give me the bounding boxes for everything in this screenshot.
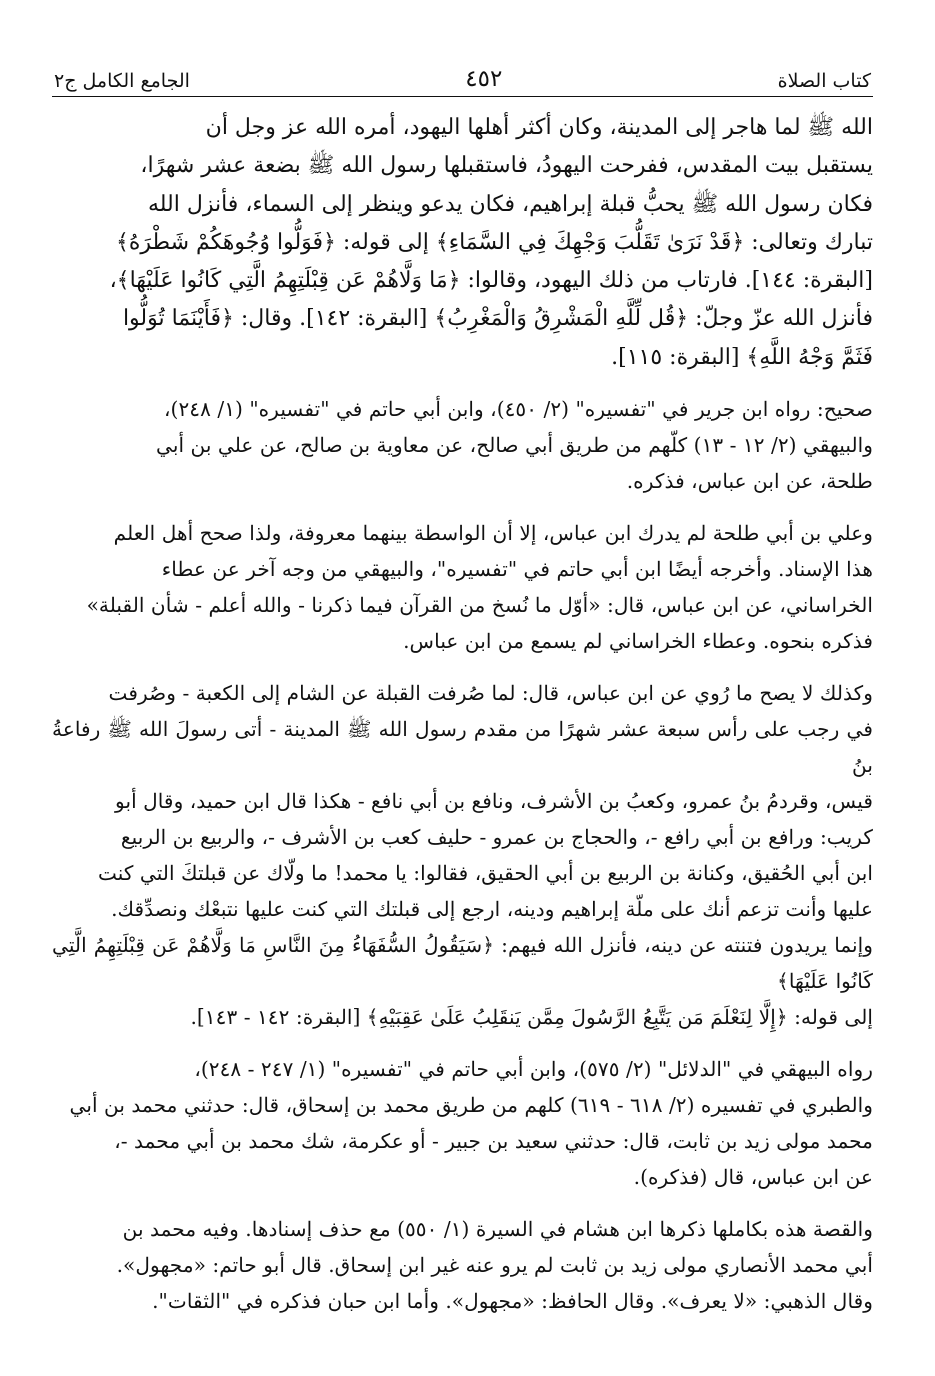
text-line: فأنزل الله عزّ وجلّ: ﴿قُل لِّلَّهِ الْمَشْرِقُ وَالْمَغْرِبُ﴾ [البقرة: ١٤٢]. وقال: ﴿فَأَيْنَمَا تُوَلُّوا xyxy=(122,306,873,332)
weak-narration-paragraph xyxy=(52,675,873,1035)
text-line: فكان رسول الله ﷺ يحبُّ قبلة إبراهيم، فكان يدعو وينظر إلى السماء، فأنزل الله xyxy=(147,191,873,217)
text-line: وكذلك لا يصح ما رُوي عن ابن عباس، قال: لما صُرفت القبلة عن الشام إلى الكعبة - وصُرفت xyxy=(108,681,873,706)
sources-paragraph xyxy=(52,1051,873,1195)
text-line: هذا الإسناد. وأخرجه أيضًا ابن أبي حاتم في "تفسيره"، والبيهقي من وجه آخر عن عطاء xyxy=(161,557,873,582)
text-line: كريب: ورافع بن أبي رافع -، والحجاج بن عمرو - حليف كعب بن الأشرف -، والربيع بن الربيع xyxy=(120,825,873,850)
text-line: عن ابن عباس، قال (فذكره). xyxy=(633,1165,873,1190)
grading-paragraph xyxy=(52,391,873,499)
text-line: طلحة، عن ابن عباس، فذكره. xyxy=(626,469,873,494)
text-line: إلى قوله: ﴿إِلَّا لِنَعْلَمَ مَن يَتَّبِعُ الرَّسُولَ مِمَّن يَنقَلِبُ عَلَىٰ عَقِبَيْهِ﴾ [البقرة: ١٤٢ - ١٤٣]. xyxy=(190,1005,873,1030)
text-line: والقصة هذه بكاملها ذكرها ابن هشام في السيرة (١/ ٥٥٠) مع حذف إسنادها. وفيه محمد بن xyxy=(122,1217,873,1242)
text-line: في رجب على رأس سبعة عشر شهرًا من مقدم رسول الله ﷺ المدينة - أتى رسولَ الله ﷺ رفاعةُ بنُ xyxy=(52,717,873,778)
hadith-text xyxy=(52,109,873,377)
text-line: يستقبل بيت المقدس، ففرحت اليهودُ، فاستقبلها رسول الله ﷺ بضعة عشر شهرًا، xyxy=(140,153,873,179)
text-line: وعلي بن أبي طلحة لم يدرك ابن عباس، إلا أن الواسطة بينهما معروفة، ولذا صحح أهل العلم xyxy=(113,521,873,546)
text-line: محمد مولى زيد بن ثابت، قال: حدثني سعيد بن جبير - أو عكرمة، شك محمد بن أبي محمد -، xyxy=(114,1129,873,1154)
text-line: أبي محمد الأنصاري مولى زيد بن ثابت لم يرو عنه غير ابن إسحاق. قال أبو حاتم: «مجهول». xyxy=(116,1253,873,1278)
text-line: [البقرة: ١٤٤]. فارتاب من ذلك اليهود، وقالوا: ﴿مَا وَلَّاهُمْ عَن قِبْلَتِهِمُ الَّتِي كَانُوا عَلَيْهَا﴾، xyxy=(109,268,873,294)
narrator-assessment-paragraph xyxy=(52,1211,873,1319)
text-line: تبارك وتعالى: ﴿قَدْ نَرَىٰ تَقَلُّبَ وَجْهِكَ فِي السَّمَاءِ﴾ إلى قوله: ﴿فَوَلُّوا وُجُوهَكُمْ شَطْرَهُ﴾ xyxy=(115,229,873,255)
page-number: ٤٥٢ xyxy=(465,66,503,92)
text-line: رواه البيهقي في "الدلائل" (٢/ ٥٧٥)، وابن أبي حاتم في "تفسيره" (١/ ٢٤٧ - ٢٤٨)، xyxy=(194,1057,873,1082)
text-line: الله ﷺ لما هاجر إلى المدينة، وكان أكثر أهلها اليهود، أمره الله عز وجل أن xyxy=(205,115,873,140)
text-line: وإنما يريدون فتنته عن دينه، فأنزل الله فيهم: ﴿سَيَقُولُ السُّفَهَاءُ مِنَ النَّاسِ مَا وَلَّاهُمْ عَن قِبْلَتِهِمُ الَّتِي كَانُوا عَلَيْهَا﴾ xyxy=(52,933,873,994)
text-line: عليها وأنت تزعم أنك على ملّة إبراهيم ودينه، ارجع إلى قبلتك التي كنت عليها نتبعْك ونصدِّقك. xyxy=(111,897,873,922)
chain-analysis-paragraph xyxy=(52,515,873,659)
text-line: وقال الذهبي: «لا يعرف». وقال الحافظ: «مجهول». وأما ابن حبان فذكره في "الثقات". xyxy=(152,1289,873,1314)
running-header xyxy=(52,52,873,97)
text-line: ابن أبي الحُقيق، وكنانة بن الربيع بن أبي الحقيق، فقالوا: يا محمد! ما ولّاك عن قبلتكَ التي كنت xyxy=(97,861,873,886)
work-title: الجامع الكامل ج٢ xyxy=(54,70,190,92)
text-line: فَثَمَّ وَجْهُ اللَّهِ﴾ [البقرة: ١١٥]. xyxy=(611,344,873,370)
text-line: والبيهقي (٢/ ١٢ - ١٣) كلّهم من طريق أبي صالح، عن معاوية بن صالح، عن علي بن أبي xyxy=(156,433,873,458)
text-line: الخراساني، عن ابن عباس، قال: «أوّل ما نُسخ من القرآن فيما ذكرنا - والله أعلم - شأن القبلة» xyxy=(86,593,873,618)
book-title: كتاب الصلاة xyxy=(777,70,871,92)
text-line: فذكره بنحوه. وعطاء الخراساني لم يسمع من ابن عباس. xyxy=(403,629,873,654)
text-line: صحيح: رواه ابن جرير في "تفسيره" (٢/ ٤٥٠)، وابن أبي حاتم في "تفسيره" (١/ ٢٤٨)، xyxy=(164,397,873,422)
text-line: قيس، وقردمُ بنُ عمرو، وكعبُ بن الأشرف، ونافع بن أبي نافع - هكذا قال ابن حميد، وقال أبو xyxy=(115,789,873,814)
page-body xyxy=(52,109,873,1319)
text-line: والطبري في تفسيره (٢/ ٦١٨ - ٦١٩) كلهم من طريق محمد بن إسحاق، قال: حدثني محمد بن أبي xyxy=(69,1093,873,1118)
